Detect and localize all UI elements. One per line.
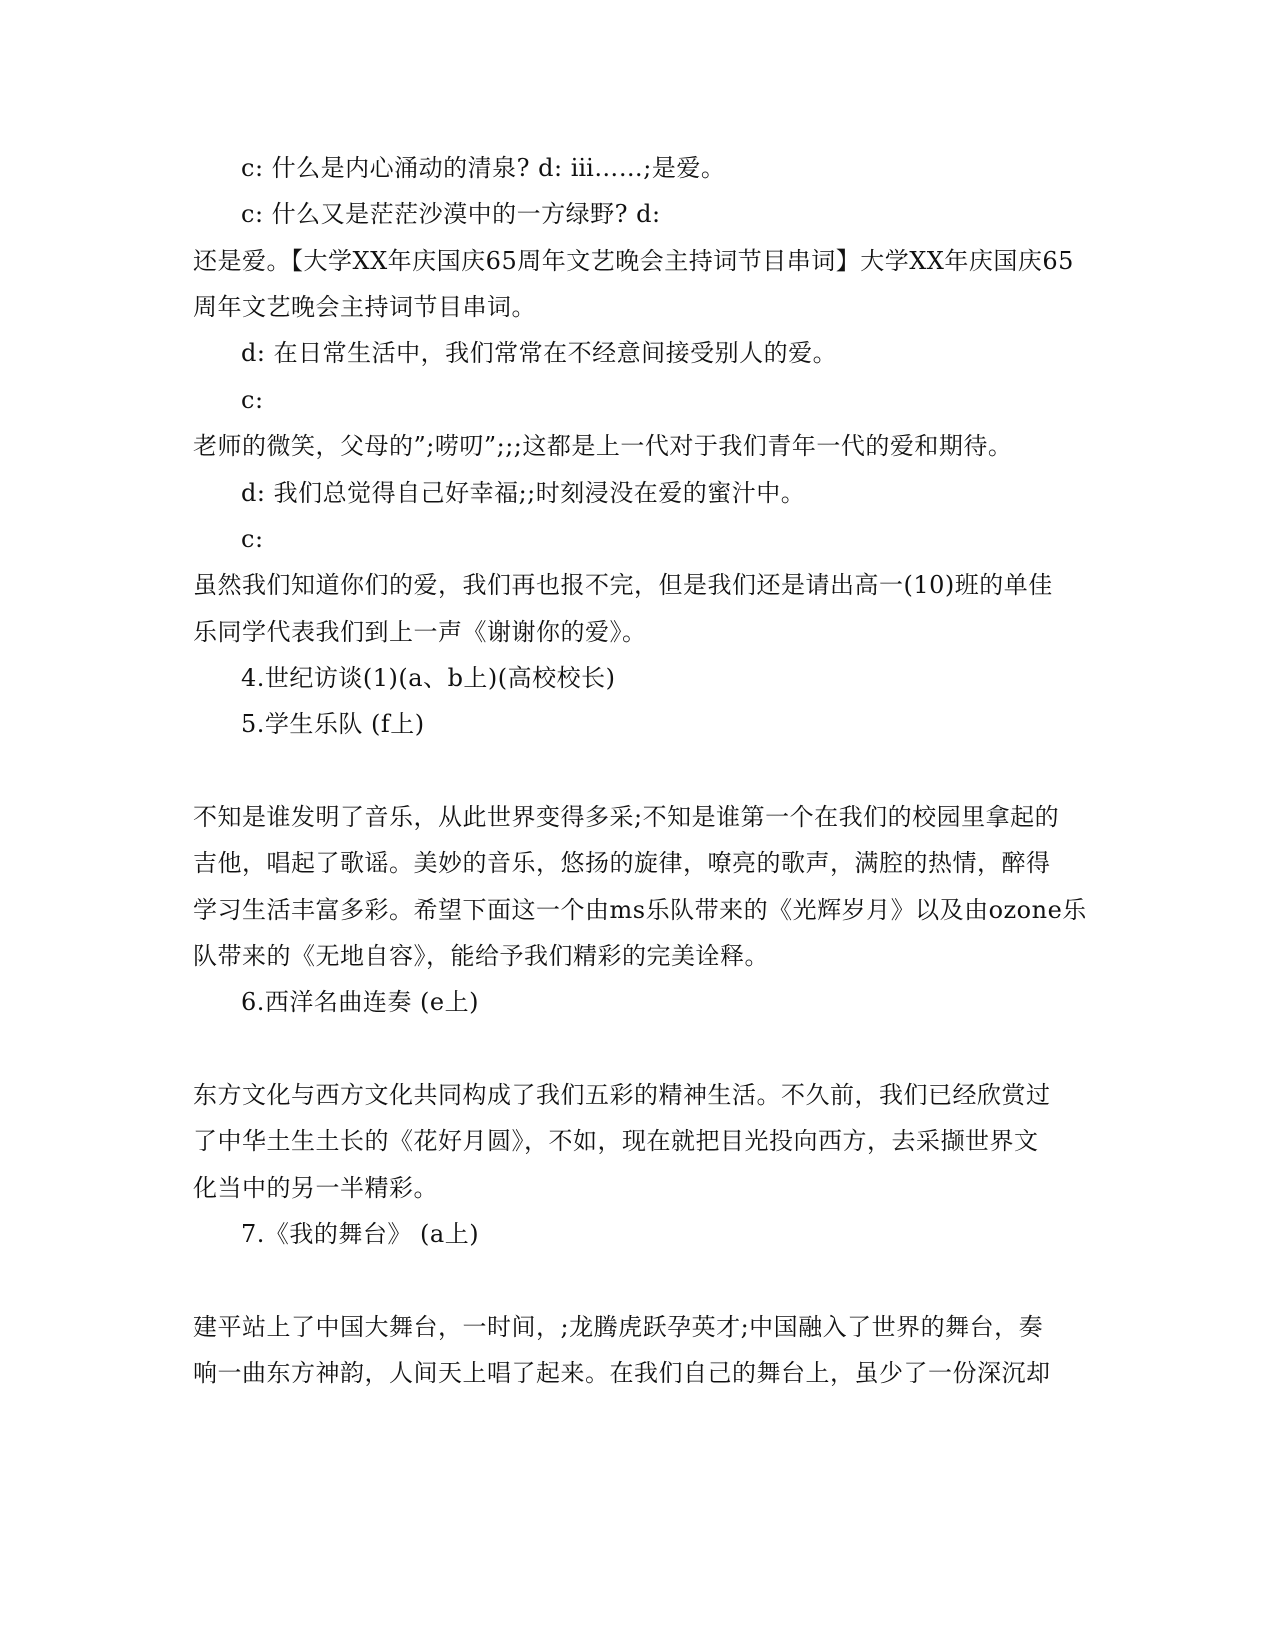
text-line: 响一曲东方神韵，人间天上唱了起来。在我们自己的舞台上，虽少了一份深沉却 bbox=[193, 1359, 1051, 1387]
text-line: c: bbox=[241, 525, 264, 553]
text-line: 老师的微笑，父母的”;唠叨”;;;这都是上一代对于我们青年一代的爱和期待。 bbox=[193, 432, 1013, 460]
text-line: 队带来的《无地自容》，能给予我们精彩的完美诠释。 bbox=[193, 942, 769, 970]
text-line: 乐同学代表我们到上一声《谢谢你的爱》。 bbox=[193, 618, 647, 646]
text-line: 周年文艺晚会主持词节目串词。 bbox=[193, 293, 536, 321]
text-line: 还是爱。【大学XX年庆国庆65周年文艺晚会主持词节目串词】大学XX年庆国庆65 bbox=[193, 247, 1074, 275]
text-line: 不知是谁发明了音乐，从此世界变得多采;不知是谁第一个在我们的校园里拿起的 bbox=[193, 803, 1060, 831]
text-line: 7.《我的舞台》 (a上) bbox=[241, 1220, 480, 1248]
text-line: 建平站上了中国大舞台，一时间，;龙腾虎跃孕英才;中国融入了世界的舞台，奏 bbox=[193, 1313, 1044, 1341]
text-line: c: 什么是内心涌动的清泉? d: ⅲ……;是爱。 bbox=[241, 154, 726, 182]
text-line: c: 什么又是茫茫沙漠中的一方绿野? d: bbox=[241, 200, 661, 228]
text-line: 吉他，唱起了歌谣。美妙的音乐，悠扬的旋律，嘹亮的歌声，满腔的热情，醉得 bbox=[193, 849, 1051, 877]
text-line: 化当中的另一半精彩。 bbox=[193, 1174, 438, 1202]
text-line: d: 在日常生活中，我们常常在不经意间接受别人的爱。 bbox=[241, 339, 838, 367]
text-line: d: 我们总觉得自己好幸福;;时刻浸没在爱的蜜汁中。 bbox=[241, 479, 806, 507]
text-line: 4.世纪访谈(1)(a、b上)(高校校长) bbox=[241, 664, 616, 692]
text-line: 5.学生乐队 (f上) bbox=[241, 710, 425, 738]
text-line: 6.西洋名曲连奏 (e上) bbox=[241, 988, 479, 1016]
text-line: 虽然我们知道你们的爱，我们再也报不完，但是我们还是请出高一(10)班的单佳 bbox=[193, 571, 1053, 599]
text-line: c: bbox=[241, 386, 264, 414]
text-line: 了中华土生土长的《花好月圆》，不如，现在就把目光投向西方，去采撷世界文 bbox=[193, 1127, 1039, 1155]
text-line: 学习生活丰富多彩。希望下面这一个由ms乐队带来的《光辉岁月》以及由ozone乐 bbox=[193, 896, 1087, 924]
text-line: 东方文化与西方文化共同构成了我们五彩的精神生活。不久前，我们已经欣赏过 bbox=[193, 1081, 1051, 1109]
